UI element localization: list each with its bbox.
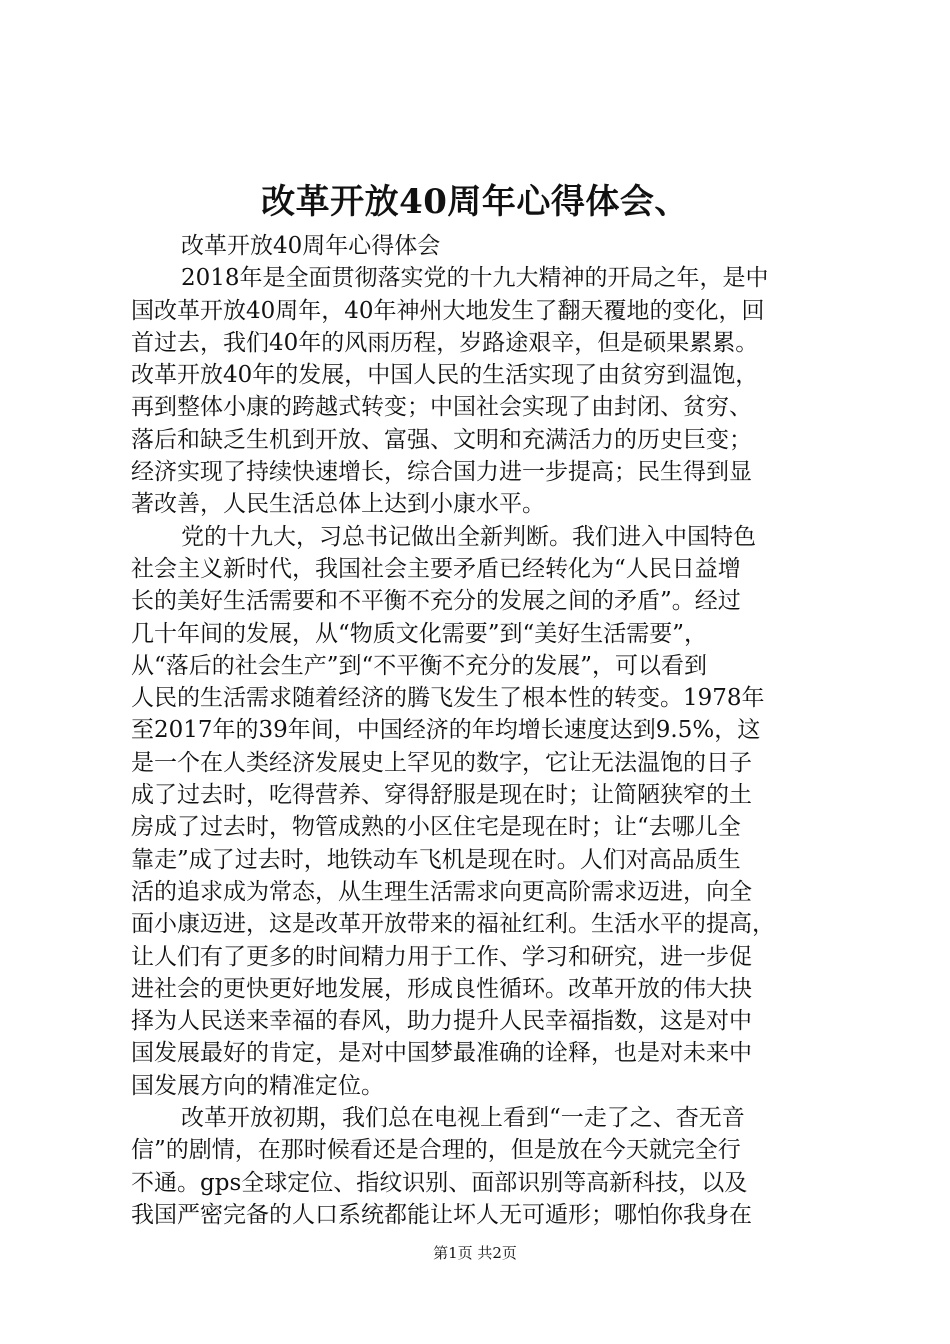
paragraph-2-line: 面小康迈进，这是改革开放带来的福祉红利。生活水平的提高， — [131, 911, 775, 938]
paragraph-2-line: 从“落后的社会生产”到“不平衡不充分的发展”，可以看到 — [131, 652, 708, 679]
document-body — [131, 230, 831, 1231]
paragraph-1-line: 再到整体小康的跨越式转变；中国社会实现了由封闭、贫穷、 — [131, 394, 752, 421]
paragraph-2-line: 几十年间的发展，从“物质文化需要”到“美好生活需要”， — [131, 620, 708, 647]
paragraph-2-line: 择为人民送来幸福的春风，助力提升人民幸福指数，这是对中 — [131, 1008, 752, 1035]
paragraph-1-line: 2018年是全面贯彻落实党的十九大精神的开局之年，是中 — [181, 265, 769, 292]
paragraph-3-line: 我国严密完备的人口系统都能让坏人无可遁形；哪怕你我身在 — [131, 1201, 752, 1228]
paragraph-2-line: 人民的生活需求随着经济的腾飞发生了根本性的转变。1978年 — [131, 685, 765, 712]
paragraph-2-line: 房成了过去时，物管成熟的小区住宅是现在时；让“去哪儿全 — [131, 814, 741, 841]
page-footer: 第1页 共2页 — [433, 1244, 517, 1262]
paragraph-2-line: 国发展最好的肯定，是对中国梦最准确的诠释，也是对未来中 — [131, 1040, 752, 1067]
paragraph-3-line: 改革开放初期，我们总在电视上看到“一走了之、杳无音 — [181, 1105, 745, 1132]
paragraph-2-line: 社会主义新时代，我国社会主要矛盾已经转化为“人民日益增 — [131, 555, 741, 582]
paragraph-3-line: 信”的剧情，在那时候看还是合理的，但是放在今天就完全行 — [131, 1137, 741, 1164]
paragraph-1-line: 经济实现了持续快速增长，综合国力进一步提高；民生得到显 — [131, 459, 752, 486]
paragraph-2-line: 党的十九大，习总书记做出全新判断。我们进入中国特色 — [181, 523, 756, 550]
paragraph-1-line: 首过去，我们40年的风雨历程，岁路途艰辛，但是硕果累累。 — [131, 329, 759, 356]
paragraph-2-line: 是一个在人类经济发展史上罕见的数字，它让无法温饱的日子 — [131, 749, 752, 776]
paragraph-1-line: 国改革开放40周年，40年神州大地发生了翻天覆地的变化，回 — [131, 297, 765, 324]
paragraph-1-line: 落后和缺乏生机到开放、富强、文明和充满活力的历史巨变； — [131, 426, 752, 453]
document-title: 改革开放40周年心得体会、 — [261, 182, 689, 222]
paragraph-2-line: 活的追求成为常态，从生理生活需求向更高阶需求迈进，向全 — [131, 878, 752, 905]
paragraph-2-line: 成了过去时，吃得营养、穿得舒服是现在时；让简陋狭窄的土 — [131, 782, 752, 809]
paragraph-2-line: 长的美好生活需要和不平衡不充分的发展之间的矛盾”。经过 — [131, 588, 741, 615]
paragraph-1-line: 著改善，人民生活总体上达到小康水平。 — [131, 491, 545, 518]
paragraph-3-line: 不通。gps全球定位、指纹识别、面部识别等高新科技，以及 — [131, 1169, 748, 1196]
subtitle-line: 改革开放40周年心得体会 — [181, 233, 441, 259]
paragraph-2-line: 至2017年的39年间，中国经济的年均增长速度达到9.5%，这 — [131, 717, 761, 744]
paragraph-2-line: 让人们有了更多的时间精力用于工作、学习和研究，进一步促 — [131, 943, 752, 970]
paragraph-1-line: 改革开放40年的发展，中国人民的生活实现了由贫穷到温饱， — [131, 362, 759, 389]
paragraph-2-line: 靠走”成了过去时，地铁动车飞机是现在时。人们对高品质生 — [131, 846, 741, 873]
paragraph-2-line: 国发展方向的精准定位。 — [131, 1072, 384, 1099]
paragraph-2-line: 进社会的更快更好地发展，形成良性循环。改革开放的伟大抉 — [131, 975, 752, 1002]
